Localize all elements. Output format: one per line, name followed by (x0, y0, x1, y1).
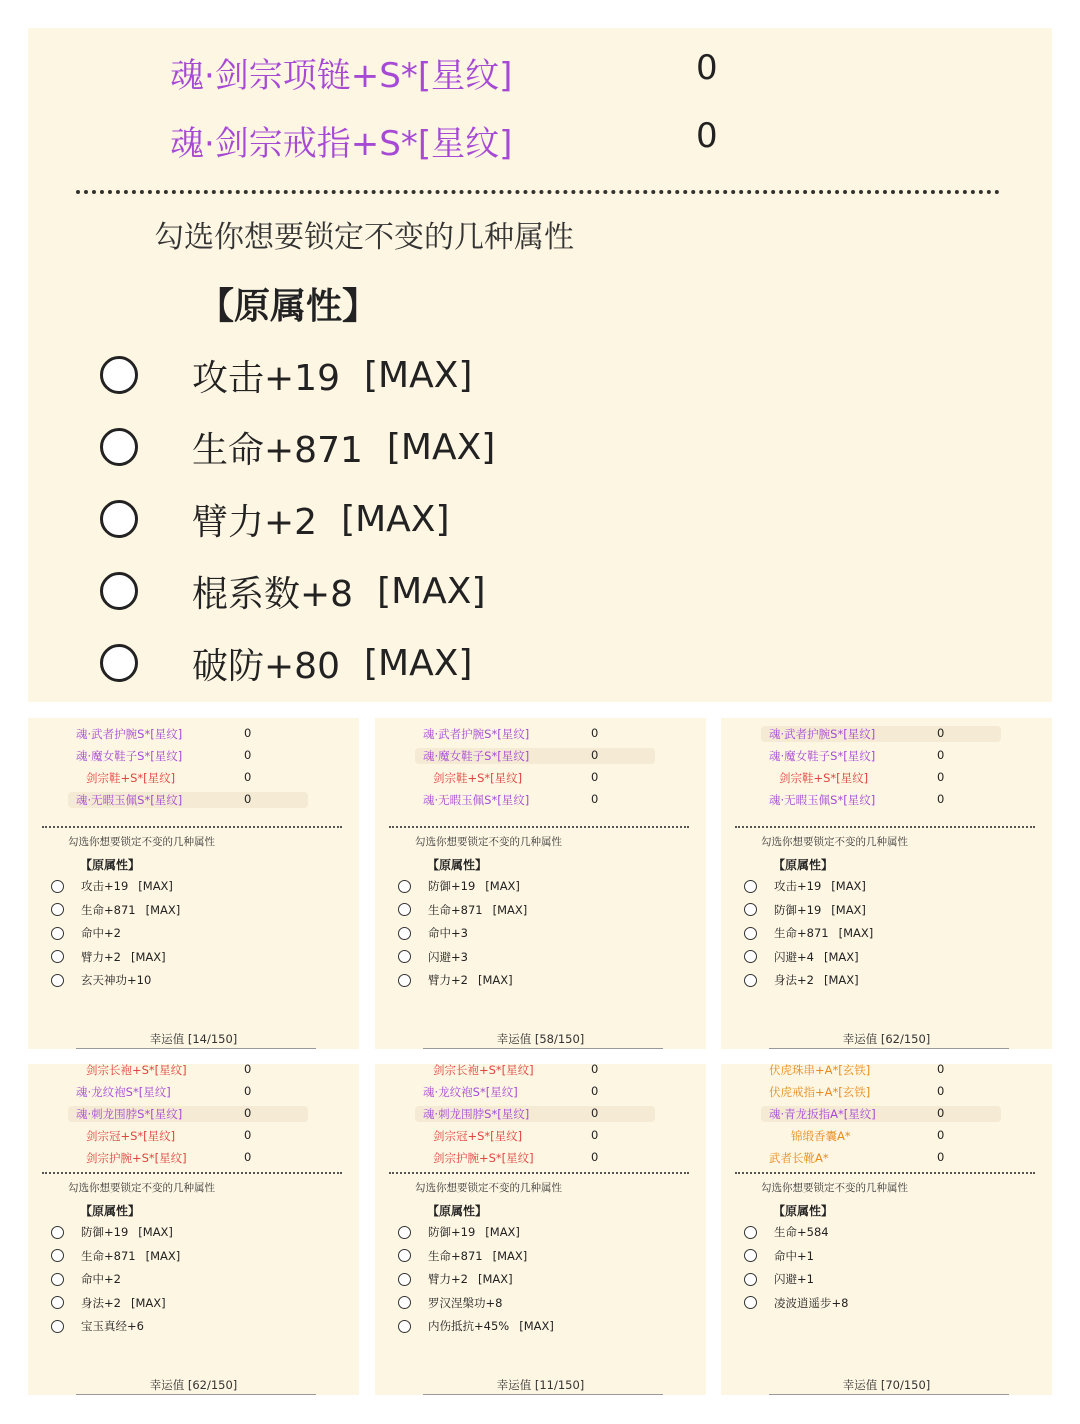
original-attributes-heading: 【原属性】 (427, 858, 488, 872)
equipment-count: 0 (937, 748, 945, 762)
equipment-count: 0 (591, 1128, 599, 1142)
lock-prompt: 勾选你想要锁定不变的几种属性 (761, 836, 908, 848)
max-tag: [MAX] (145, 902, 181, 917)
attribute-option[interactable] (398, 972, 513, 988)
attribute-option[interactable] (51, 972, 151, 988)
dotted-divider (735, 826, 1035, 828)
luck-value: 幸运值 [70/150] (842, 1378, 931, 1392)
radio-button[interactable] (100, 356, 138, 394)
attribute-label: 生命+871 (428, 902, 483, 917)
attribute-option[interactable] (744, 925, 873, 941)
equipment-count: 0 (591, 1150, 599, 1164)
luck-value: 幸运值 [62/150] (149, 1378, 238, 1392)
equipment-name: 剑宗长袍+S*[星纹] (86, 1064, 187, 1077)
equipment-count: 0 (244, 1084, 252, 1098)
equipment-count: 0 (696, 116, 718, 156)
equipment-count: 0 (244, 1106, 252, 1120)
max-tag: [MAX] (377, 570, 486, 612)
radio-button[interactable] (398, 974, 411, 987)
attribute-label: 闪避+1 (774, 1272, 814, 1286)
equipment-count: 0 (937, 726, 945, 740)
equipment-name: 伏虎珠串+A*[玄铁] (769, 1064, 871, 1077)
equipment-name: 魂·无暇玉佩S*[星纹] (769, 793, 876, 807)
attribute-option[interactable] (51, 1248, 180, 1264)
attribute-option[interactable] (51, 902, 180, 918)
attribute-option[interactable] (744, 949, 859, 965)
original-attributes-heading: 【原属性】 (773, 1204, 834, 1218)
luck-value: 幸运值 [58/150] (496, 1032, 585, 1046)
equipment-count: 0 (244, 792, 252, 806)
radio-button[interactable] (398, 1249, 411, 1262)
max-tag: [MAX] (363, 642, 473, 684)
attribute-option[interactable] (100, 568, 486, 614)
attribute-option[interactable] (398, 1295, 502, 1311)
attribute-label: 罗汉涅槃功+8 (428, 1295, 503, 1310)
dotted-divider (735, 1172, 1035, 1174)
radio-button[interactable] (744, 1226, 757, 1239)
equipment-name: 剑宗冠+S*[星纹] (433, 1129, 523, 1143)
equipment-name: 锦缎香囊A* (791, 1129, 851, 1143)
equipment-name: 魂·刺龙围脖S*[星纹] (423, 1107, 530, 1121)
attribute-option[interactable] (100, 352, 472, 398)
attribute-panel (375, 718, 706, 1049)
dotted-divider (76, 190, 1000, 194)
max-tag: [MAX] (341, 498, 450, 540)
equipment-name: 魂·武者护腕S*[星纹] (423, 727, 530, 741)
equipment-count: 0 (244, 726, 252, 740)
radio-button[interactable] (744, 1273, 757, 1286)
attribute-label: 身法+2 (81, 1295, 121, 1310)
equipment-count: 0 (591, 748, 599, 762)
equipment-name: 魂·龙纹袍S*[星纹] (423, 1085, 518, 1099)
attribute-label: 命中+2 (81, 926, 121, 940)
equipment-name: 剑宗护腕+S*[星纹] (433, 1151, 534, 1165)
equipment-count: 0 (244, 1128, 252, 1142)
equipment-count: 0 (937, 792, 945, 806)
equipment-name: 魂·剑宗项链+S*[星纹] (170, 56, 513, 96)
equipment-count: 0 (591, 770, 599, 784)
equipment-name: 魂·龙纹袍S*[星纹] (76, 1085, 171, 1099)
equipment-name: 武者长靴A* (769, 1151, 829, 1165)
attribute-label: 防御+19 (774, 902, 822, 917)
attribute-label: 命中+2 (81, 1272, 121, 1286)
attribute-option[interactable] (100, 496, 450, 542)
attribute-panel (28, 1064, 359, 1395)
radio-button[interactable] (744, 903, 757, 916)
attribute-option[interactable] (398, 1224, 520, 1240)
max-tag: [MAX] (492, 1248, 528, 1263)
max-tag: [MAX] (485, 1225, 520, 1239)
attribute-label: 内伤抵抗+45% (428, 1319, 510, 1333)
radio-button[interactable] (100, 428, 138, 466)
equipment-name: 魂·青龙扳指A*[星纹] (769, 1107, 876, 1121)
max-tag: [MAX] (477, 973, 513, 987)
radio-button[interactable] (744, 927, 757, 940)
luck-value: 幸运值 [62/150] (842, 1032, 931, 1046)
attribute-label: 命中+3 (428, 926, 468, 940)
equipment-count: 0 (937, 1064, 945, 1076)
attribute-panel (375, 1064, 706, 1395)
radio-button[interactable] (100, 572, 138, 610)
equipment-name: 魂·魔女鞋子S*[星纹] (423, 749, 530, 763)
equipment-count: 0 (591, 1084, 599, 1098)
equipment-name: 魂·武者护腕S*[星纹] (76, 727, 183, 741)
luck-underline (423, 1394, 663, 1395)
attribute-option[interactable] (51, 878, 173, 894)
radio-button[interactable] (398, 950, 411, 963)
equipment-name: 魂·魔女鞋子S*[星纹] (76, 749, 183, 763)
attribute-label: 生命+584 (774, 1225, 829, 1239)
radio-button[interactable] (51, 1296, 64, 1309)
equipment-count: 0 (937, 1128, 945, 1142)
max-tag: [MAX] (823, 973, 859, 987)
attribute-option[interactable] (744, 902, 866, 918)
attribute-option[interactable] (744, 878, 866, 894)
attribute-option[interactable] (51, 1224, 173, 1240)
radio-button[interactable] (398, 880, 411, 893)
luck-underline (769, 1394, 1009, 1395)
radio-button[interactable] (744, 950, 757, 963)
max-tag: [MAX] (138, 1225, 173, 1239)
attribute-label: 防御+19 (81, 1225, 129, 1239)
equipment-name: 魂·刺龙围脖S*[星纹] (76, 1107, 183, 1121)
attribute-label: 宝玉真经+6 (81, 1319, 144, 1333)
attribute-label: 玄天神功+10 (81, 973, 152, 987)
attribute-label: 防御+19 (428, 1225, 476, 1239)
attribute-label: 破防+80 (192, 645, 340, 687)
attribute-label: 闪避+4 (774, 949, 814, 964)
max-tag: [MAX] (492, 902, 528, 917)
radio-button[interactable] (398, 1296, 411, 1309)
equipment-name: 魂·剑宗戒指+S*[星纹] (170, 124, 513, 164)
attribute-label: 生命+871 (81, 902, 136, 917)
attribute-option[interactable] (51, 1318, 144, 1334)
attribute-option[interactable] (51, 1295, 166, 1311)
equipment-count: 0 (244, 748, 252, 762)
luck-underline (76, 1394, 316, 1395)
radio-button[interactable] (398, 903, 411, 916)
equipment-name: 剑宗长袍+S*[星纹] (433, 1064, 534, 1077)
attribute-option[interactable] (744, 1295, 848, 1311)
equipment-count: 0 (937, 1084, 945, 1098)
attribute-label: 身法+2 (774, 973, 814, 987)
max-tag: [MAX] (138, 879, 173, 893)
luck-value: 幸运值 [11/150] (496, 1378, 585, 1392)
attribute-option[interactable] (398, 878, 520, 894)
max-tag: [MAX] (831, 879, 866, 893)
attribute-panel (721, 1064, 1052, 1395)
attribute-label: 生命+871 (774, 926, 829, 940)
attribute-label: 命中+1 (774, 1248, 814, 1263)
radio-button[interactable] (744, 1249, 757, 1262)
attribute-option[interactable] (51, 925, 121, 941)
attribute-label: 臂力+2 (192, 501, 318, 543)
radio-button[interactable] (51, 974, 64, 987)
radio-button[interactable] (100, 644, 138, 682)
attribute-option[interactable] (398, 1271, 513, 1287)
max-tag: [MAX] (838, 926, 874, 940)
luck-underline (76, 1048, 316, 1049)
attribute-label: 凌波逍遥步+8 (774, 1295, 849, 1310)
attribute-option[interactable] (744, 972, 859, 988)
attribute-label: 闪避+3 (428, 949, 468, 964)
luck-underline (769, 1048, 1009, 1049)
equipment-name: 魂·魔女鞋子S*[星纹] (769, 749, 876, 763)
luck-value: 幸运值 [14/150] (149, 1032, 238, 1046)
equipment-name: 剑宗冠+S*[星纹] (86, 1129, 176, 1143)
equipment-name: 剑宗鞋+S*[星纹] (433, 771, 523, 785)
dotted-divider (389, 1172, 689, 1174)
attribute-option[interactable] (51, 1271, 121, 1287)
radio-button[interactable] (51, 1249, 64, 1262)
max-tag: [MAX] (477, 1272, 513, 1286)
radio-button[interactable] (51, 1226, 64, 1239)
equipment-count: 0 (937, 1150, 945, 1164)
attribute-label: 生命+871 (192, 429, 363, 471)
equipment-count: 0 (591, 726, 599, 740)
original-attributes-heading: 【原属性】 (80, 858, 141, 872)
attribute-option[interactable] (398, 1248, 527, 1264)
radio-button[interactable] (744, 1296, 757, 1309)
radio-button[interactable] (744, 974, 757, 987)
radio-button[interactable] (398, 1273, 411, 1286)
original-attributes-heading: 【原属性】 (198, 286, 379, 327)
main-attribute-panel (28, 28, 1052, 702)
radio-button[interactable] (51, 903, 64, 916)
max-tag: [MAX] (145, 1248, 181, 1263)
attribute-option[interactable] (398, 949, 468, 965)
equipment-name: 魂·无暇玉佩S*[星纹] (76, 793, 183, 807)
radio-button[interactable] (398, 1226, 411, 1239)
attribute-label: 防御+19 (428, 879, 476, 893)
attribute-label: 臂力+2 (428, 1272, 468, 1286)
equipment-name: 魂·武者护腕S*[星纹] (769, 727, 876, 741)
equipment-count: 0 (244, 770, 252, 784)
equipment-count: 0 (937, 770, 945, 784)
equipment-count: 0 (244, 1064, 252, 1076)
attribute-panel (28, 718, 359, 1049)
attribute-label: 生命+871 (428, 1248, 483, 1263)
equipment-name: 魂·无暇玉佩S*[星纹] (423, 793, 530, 807)
radio-button[interactable] (51, 880, 64, 893)
max-tag: [MAX] (485, 879, 520, 893)
attribute-label: 攻击+19 (774, 879, 822, 893)
attribute-option[interactable] (398, 1318, 554, 1334)
equipment-count: 0 (244, 1150, 252, 1164)
max-tag: [MAX] (519, 1319, 554, 1333)
attribute-option[interactable] (100, 424, 495, 470)
attribute-option[interactable] (398, 925, 468, 941)
attribute-option[interactable] (51, 949, 166, 965)
dotted-divider (42, 826, 342, 828)
radio-button[interactable] (398, 927, 411, 940)
equipment-count: 0 (591, 792, 599, 806)
lock-prompt: 勾选你想要锁定不变的几种属性 (761, 1182, 908, 1194)
radio-button[interactable] (51, 1320, 64, 1333)
equipment-count: 0 (591, 1106, 599, 1120)
max-tag: [MAX] (130, 949, 166, 964)
lock-prompt: 勾选你想要锁定不变的几种属性 (154, 220, 574, 255)
equipment-name: 剑宗鞋+S*[星纹] (779, 771, 869, 785)
radio-button[interactable] (51, 927, 64, 940)
lock-prompt: 勾选你想要锁定不变的几种属性 (415, 836, 562, 848)
equipment-name: 剑宗鞋+S*[星纹] (86, 771, 176, 785)
equipment-count: 0 (937, 1106, 945, 1120)
lock-prompt: 勾选你想要锁定不变的几种属性 (415, 1182, 562, 1194)
attribute-option[interactable] (744, 1248, 814, 1264)
luck-underline (423, 1048, 663, 1049)
original-attributes-heading: 【原属性】 (427, 1204, 488, 1218)
attribute-label: 攻击+19 (81, 879, 129, 893)
equipment-count: 0 (696, 48, 718, 88)
equipment-name: 剑宗护腕+S*[星纹] (86, 1151, 187, 1165)
radio-button[interactable] (51, 950, 64, 963)
radio-button[interactable] (100, 500, 138, 538)
equipment-count: 0 (591, 1064, 599, 1076)
attribute-label: 棍系数+8 (192, 573, 354, 615)
attribute-option[interactable] (744, 1271, 814, 1287)
max-tag: [MAX] (831, 902, 866, 917)
max-tag: [MAX] (386, 426, 496, 468)
original-attributes-heading: 【原属性】 (80, 1204, 141, 1218)
dotted-divider (389, 826, 689, 828)
dotted-divider (42, 1172, 342, 1174)
original-attributes-heading: 【原属性】 (773, 858, 834, 872)
lock-prompt: 勾选你想要锁定不变的几种属性 (68, 1182, 215, 1194)
attribute-label: 臂力+2 (81, 949, 121, 964)
radio-button[interactable] (744, 880, 757, 893)
equipment-name: 伏虎戒指+A*[玄铁] (769, 1085, 871, 1099)
radio-button[interactable] (398, 1320, 411, 1333)
max-tag: [MAX] (363, 354, 473, 396)
attribute-label: 臂力+2 (428, 973, 468, 987)
attribute-label: 生命+871 (81, 1248, 136, 1263)
attribute-option[interactable] (744, 1224, 829, 1240)
attribute-label: 攻击+19 (192, 357, 340, 399)
radio-button[interactable] (51, 1273, 64, 1286)
attribute-option[interactable] (100, 640, 472, 686)
attribute-panel (721, 718, 1052, 1049)
lock-prompt: 勾选你想要锁定不变的几种属性 (68, 836, 215, 848)
attribute-option[interactable] (398, 902, 527, 918)
max-tag: [MAX] (823, 949, 859, 964)
max-tag: [MAX] (130, 1295, 166, 1310)
